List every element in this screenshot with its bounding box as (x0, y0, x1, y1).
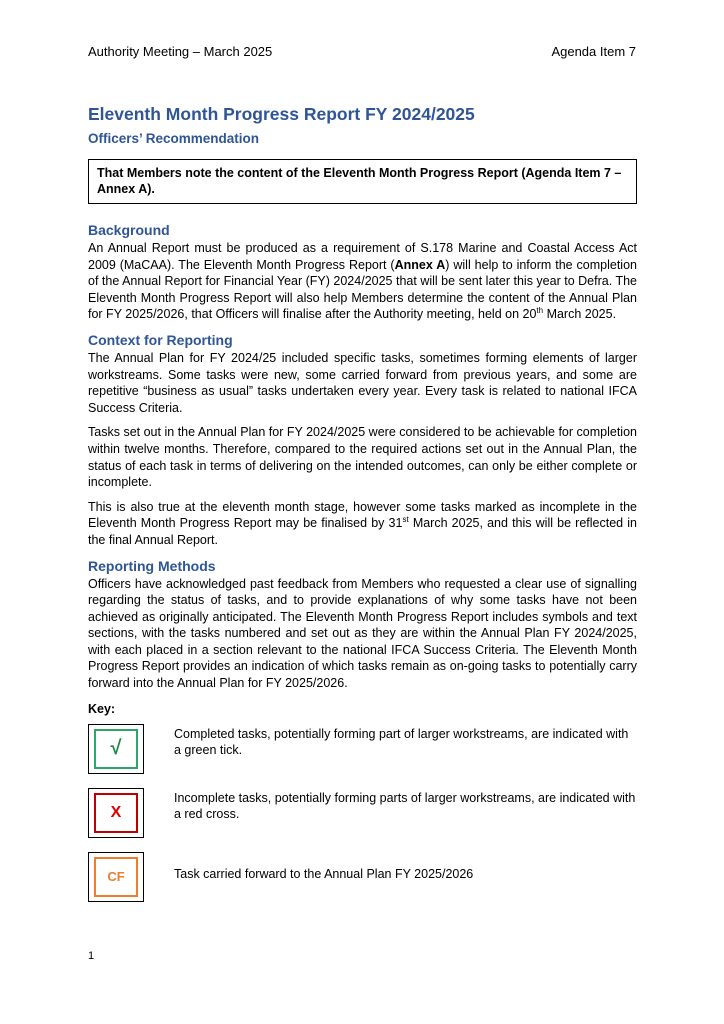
green-tick-icon: √ (94, 729, 138, 769)
key-text-incomplete: Incomplete tasks, potentially forming parts of larger workstreams, are indicated with a red cross. (174, 790, 636, 822)
key-text-complete: Completed tasks, potentially forming part of larger workstreams, are indicated with a green tick. (174, 726, 629, 758)
page-title: Eleventh Month Progress Report FY 2024/2025 (88, 104, 475, 124)
page-number: 1 (88, 950, 95, 962)
recommendation-box: That Members note the content of the Eleventh Month Progress Report (Agenda Item 7 – Annex A). (88, 159, 637, 204)
context-heading: Context for Reporting (88, 331, 233, 348)
carried-forward-icon: CF (94, 857, 138, 897)
key-label: Key: (88, 701, 116, 716)
context-paragraph-2: Tasks set out in the Annual Plan for FY 2024/2025 were considered to be achievable for completion within twelve months. Therefore, compared to the required actions set out in the Annual Plan, the status of each task in terms of delivering on the intended outcomes, can only be either complete or incomplete. (88, 425, 637, 490)
red-cross-icon: X (94, 793, 138, 833)
key-item-incomplete (88, 788, 637, 844)
key-text-carried-forward: Task carried forward to the Annual Plan FY 2025/2026 (174, 866, 474, 881)
key-item-carried-forward (88, 852, 637, 908)
methods-heading: Reporting Methods (88, 557, 216, 574)
background-heading: Background (88, 222, 170, 238)
background-paragraph: An Annual Report must be produced as a requirement of S.178 Marine and Coastal Access Act 2009 (MaCAA). The Eleventh Month Progress Report (Annex A) will help to inform the completion of the Annual Report for Financial Year (FY) 2024/2025 that will be sent later this year to Defra. The Eleventh Month Progress Report will also help Members determine the content of the Annual Plan for FY 2025/2026, that Officers will finalise after the Authority meeting, held on 20th March 2025. (88, 241, 637, 322)
document-body (88, 104, 637, 908)
header-agenda-item: Agenda Item 7 (551, 44, 636, 59)
recommendation-heading: Officers’ Recommendation (88, 131, 260, 146)
key-item-complete (88, 724, 637, 780)
header-meeting: Authority Meeting – March 2025 (88, 44, 273, 59)
context-paragraph-3: This is also true at the eleventh month stage, however some tasks marked as incomplete in the Eleventh Month Progress Report may be finalised by 31st March 2025, and this will be reflected in the final Annual Report. (88, 499, 637, 547)
context-paragraph-1: The Annual Plan for FY 2024/25 included specific tasks, sometimes forming elements of larger workstreams. Some tasks were new, some carried forward from previous years, and some are repetitive “business as usual” tasks undertaken every year. Every task is related to national IFCA Success Criteria. (88, 350, 637, 415)
methods-paragraph: Officers have acknowledged past feedback from Members who requested a clear use of signalling regarding the status of tasks, and to provide explanations of why some tasks have not been achieved as originally anticipated. The Eleventh Month Progress Report includes symbols and text sections, with the tasks numbered and set out as they are within the Annual Plan FY 2024/2025, with each placed in a section relevant to the national IFCA Success Criteria. The Eleventh Month Progress Report provides an indication of which tasks remain as on-going tasks to potentially carry forward into the Annual Plan for FY 2025/2026. (88, 576, 637, 691)
